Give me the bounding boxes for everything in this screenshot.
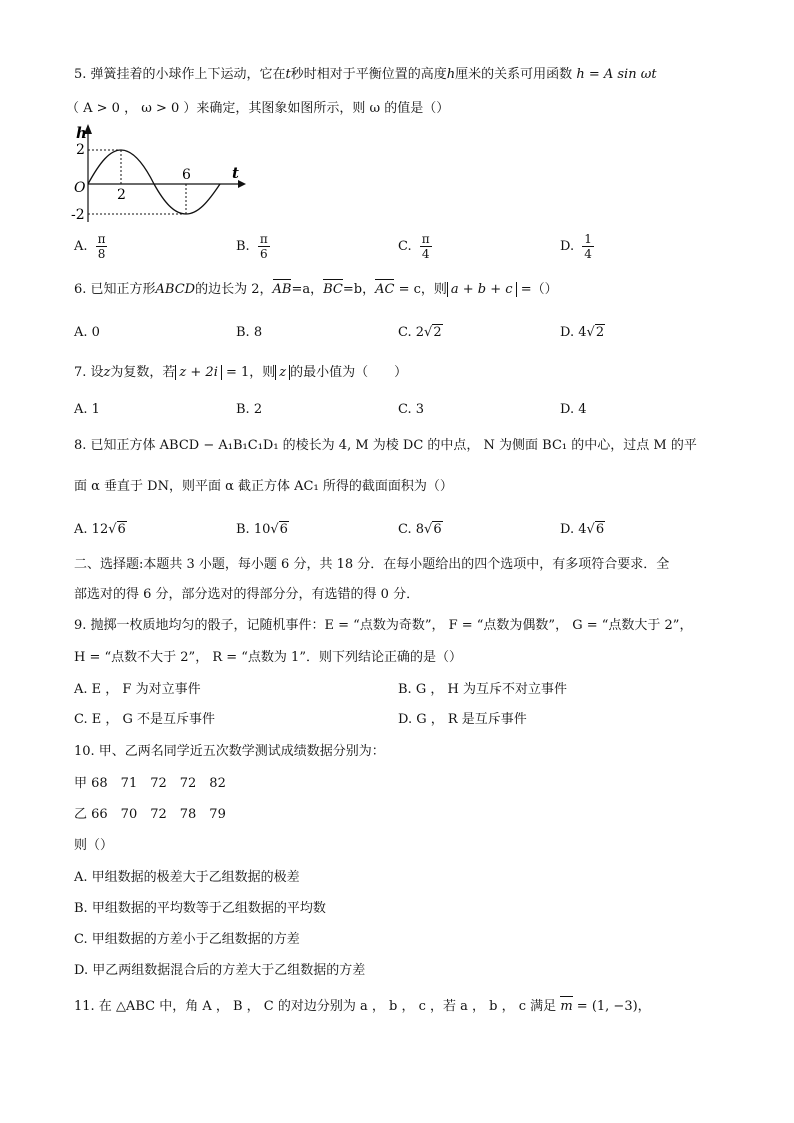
option-label: C.: [398, 522, 412, 537]
sqrt: √2: [586, 325, 605, 340]
option-text: G ， R 是互斥事件: [416, 712, 527, 727]
vector-bc: BC: [323, 282, 343, 297]
var-t: t: [285, 67, 291, 82]
q5-function: h = A sin ωt: [576, 67, 657, 82]
section2-intro-line2: 部选对的得 6 分，部分选对的得部分分，有选错的得 0 分．: [74, 587, 420, 602]
q6-option-a[interactable]: [74, 324, 100, 342]
coefficient: 4: [578, 325, 587, 340]
q9-option-d[interactable]: [398, 711, 527, 729]
radicand: 6: [279, 522, 288, 537]
q10-data-jia: 甲 68 71 72 72 82: [74, 776, 226, 791]
q9-stem-line2: H = “点数不大于 2”， R = “点数为 1”．则下列结论正确的是（）: [74, 650, 462, 665]
denominator: 4: [584, 247, 592, 261]
fraction: [96, 232, 108, 261]
option-label: D.: [560, 325, 575, 340]
q8-stem-line1: 8. 已知正方体 ABCD − A₁B₁C₁D₁ 的棱长为 4, M 为棱 DC 的中点， N 为侧面 BC₁ 的中心，过点 M 的平: [74, 438, 697, 453]
vector-m: m: [560, 999, 573, 1014]
q5-stem-line1: [74, 66, 657, 84]
fraction: [582, 232, 594, 261]
radicand: 6: [117, 522, 126, 537]
q10-option-a[interactable]: A. 甲组数据的极差大于乙组数据的极差: [74, 870, 300, 885]
q11-text: 11. 在 △ABC 中，角 A ， B ， C 的对边分别为 a ， b ， c ，若 a ， b ， c 满足: [74, 999, 557, 1014]
var-h: h: [446, 67, 456, 82]
denominator: 8: [97, 247, 106, 261]
vector-ac: AC: [375, 282, 395, 297]
option-text: G ， H 为互斥不对立事件: [415, 682, 567, 697]
q6-option-b[interactable]: [236, 324, 262, 342]
option-label: C.: [398, 402, 412, 417]
q7-text: 为复数，若: [110, 365, 176, 380]
coefficient: 12: [91, 522, 109, 537]
option-label: C.: [398, 325, 412, 340]
axis-label-t: t: [232, 164, 239, 182]
sqrt: √2: [424, 325, 442, 340]
q8-option-c[interactable]: [398, 521, 443, 539]
q8-option-a[interactable]: [74, 521, 127, 539]
q6-text: 6. 已知正方形: [74, 282, 156, 297]
numerator: 1: [584, 232, 592, 246]
q7-stem: [74, 364, 407, 382]
q5-text-end: 厘米的关系可用函数: [455, 67, 573, 82]
option-label: A.: [74, 325, 88, 340]
option-label: D.: [560, 402, 575, 417]
q7-option-d[interactable]: [560, 401, 587, 419]
option-label: C.: [398, 239, 412, 254]
q7-text: 的最小值为（ ）: [290, 365, 408, 380]
q5-text: 5. 弹簧挂着的小球作上下运动，它在: [74, 67, 286, 82]
q10-stem: 10. 甲、乙两名同学近五次数学测试成绩数据分别为：: [74, 744, 385, 759]
q10-option-c[interactable]: C. 甲组数据的方差小于乙组数据的方差: [74, 932, 300, 947]
q6-option-c[interactable]: [398, 324, 443, 342]
q6-text: 的边长为 2，: [195, 282, 273, 297]
q7-option-b[interactable]: [236, 401, 262, 419]
option-text: E ， F 为对立事件: [91, 682, 201, 697]
q8-option-b[interactable]: [236, 521, 289, 539]
q6-stem: [74, 281, 558, 299]
q7-text: 7. 设: [74, 365, 104, 380]
tick-label-neg2: -2: [71, 207, 85, 223]
option-value: 3: [415, 402, 425, 417]
q9-option-a[interactable]: [74, 681, 201, 699]
option-value: 2: [253, 402, 263, 417]
origin-label: O: [74, 180, 86, 196]
abs-expression: z + 2i: [175, 365, 221, 380]
tick-label-2: 2: [76, 142, 85, 158]
var-z: z: [103, 365, 111, 380]
q6-text: =a，: [291, 282, 324, 297]
radicand: 2: [433, 325, 442, 340]
option-label: B.: [236, 239, 250, 254]
x-axis-arrow-icon: [238, 180, 246, 188]
q7-option-a[interactable]: [74, 401, 100, 419]
q5-option-b[interactable]: [236, 232, 270, 261]
q10-prompt: 则（）: [74, 838, 114, 853]
option-label: A.: [74, 402, 88, 417]
vector-ab: AB: [272, 282, 292, 297]
q5-option-a[interactable]: [74, 232, 108, 261]
axis-label-h: h: [76, 124, 87, 142]
q6-text: = c，则: [398, 282, 447, 297]
abs-expression: a + b + c: [447, 282, 517, 297]
tick-label-x6: 6: [182, 167, 191, 183]
q10-option-d[interactable]: D. 甲乙两组数据混合后的方差大于乙组数据的方差: [74, 963, 366, 978]
denominator: 6: [259, 247, 268, 261]
coefficient: 10: [253, 522, 271, 537]
option-label: A.: [74, 239, 88, 254]
q11-tail: = (1, −3)，: [576, 999, 651, 1014]
option-text: E ， G 不是互斥事件: [91, 712, 216, 727]
option-label: B.: [398, 682, 412, 697]
option-label: D.: [560, 522, 575, 537]
fraction: [258, 232, 270, 261]
option-label: B.: [236, 402, 250, 417]
sqrt: √6: [586, 522, 605, 537]
option-label: D.: [560, 239, 575, 254]
option-label: B.: [236, 522, 250, 537]
abs-z: z: [275, 365, 290, 380]
option-value: 8: [253, 325, 263, 340]
option-label: B.: [236, 325, 250, 340]
sine-curve: [88, 150, 220, 214]
q8-option-d[interactable]: [560, 521, 605, 539]
option-value: 4: [578, 402, 587, 417]
denominator: 4: [421, 247, 430, 261]
option-label: C.: [74, 712, 88, 727]
coefficient: 4: [578, 522, 587, 537]
option-label: A.: [74, 682, 88, 697]
q7-text: = 1，则: [226, 365, 276, 380]
section2-intro-line1: 二、选择题:本题共 3 小题，每小题 6 分，共 18 分．在每小题给出的四个选项中，有多项符合要求．全: [74, 557, 670, 572]
option-label: D.: [398, 712, 413, 727]
q6-option-d[interactable]: [560, 324, 605, 342]
fraction: [420, 232, 432, 261]
q5-sine-graph: [70, 122, 250, 226]
q10-data-yi: 乙 66 70 72 78 79: [74, 807, 226, 822]
numerator: π: [97, 232, 106, 246]
q5-option-c[interactable]: [398, 232, 432, 261]
coefficient: 8: [415, 522, 425, 537]
q5-option-d[interactable]: [560, 232, 594, 261]
numerator: π: [421, 232, 430, 246]
numerator: π: [259, 232, 268, 246]
q11-stem: [74, 998, 651, 1016]
option-value: 0: [91, 325, 100, 340]
q10-option-b[interactable]: B. 甲组数据的平均数等于乙组数据的平均数: [74, 901, 326, 916]
option-label: A.: [74, 522, 88, 537]
q6-tail: =（）: [520, 282, 558, 297]
q7-option-c[interactable]: [398, 401, 424, 419]
q5-text-mid: 秒时相对于平衡位置的高度: [290, 67, 447, 82]
radicand: 6: [595, 522, 605, 537]
q6-text: =b，: [342, 282, 376, 297]
q5-stem-line2: （ A > 0 ， ω > 0 ）来确定，其图象如图所示，则 ω 的值是（）: [66, 101, 450, 116]
q9-option-c[interactable]: [74, 711, 215, 729]
sqrt: √6: [270, 522, 288, 537]
q8-stem-line2: 面 α 垂直于 DN，则平面 α 截正方体 AC₁ 所得的截面面积为（）: [74, 479, 453, 494]
radicand: 2: [595, 325, 605, 340]
sqrt: √6: [424, 522, 442, 537]
coefficient: 2: [415, 325, 425, 340]
radicand: 6: [433, 522, 442, 537]
sqrt: √6: [108, 522, 126, 537]
option-value: 1: [91, 402, 100, 417]
q9-option-b[interactable]: [398, 681, 567, 699]
tick-label-x2: 2: [117, 187, 126, 203]
square-name: ABCD: [155, 282, 196, 297]
q9-stem-line1: 9. 抛掷一枚质地均匀的骰子，记随机事件：E = “点数为奇数”， F = “点数为偶数”， G = “点数大于 2”，: [74, 618, 693, 633]
